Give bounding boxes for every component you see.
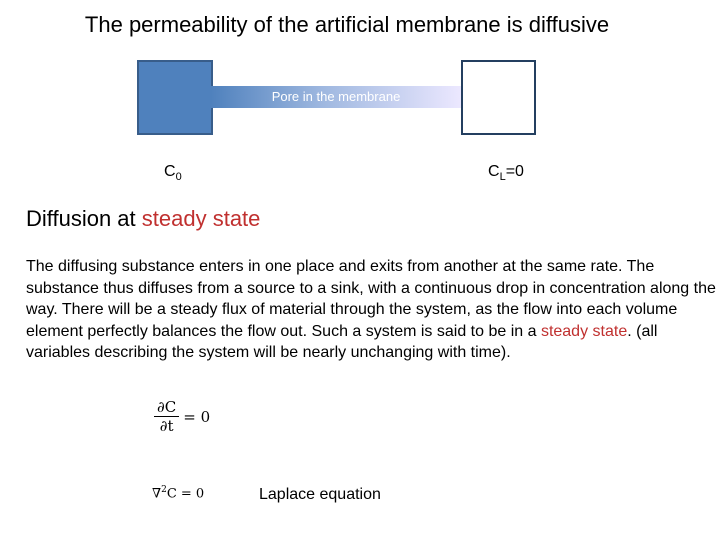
fraction-numerator: ∂C xyxy=(154,398,179,417)
source-compartment xyxy=(137,60,213,135)
equation-rhs: = 0 xyxy=(183,407,211,426)
body-text-part2: . (all variables describing the system will be nearly unchanging with time). xyxy=(26,322,658,361)
nabla-symbol: ∇ xyxy=(152,486,162,502)
section-heading xyxy=(26,206,260,232)
heading-highlight: steady state xyxy=(141,206,261,231)
sink-concentration-label xyxy=(488,163,524,183)
body-highlight: steady state xyxy=(540,322,628,340)
laplace-rest: C = 0 xyxy=(166,486,205,502)
body-text-part1: The diffusing substance enters in one place and exits from another at the same rate. The substance thus diffuses from a source to a sink, with a continuous drop in concentration along the way. There will be a steady flux of material through the system, as the flow into each volume element perfectly balances the flow out. Such a system is said to be in a xyxy=(26,258,716,340)
conc-base: C xyxy=(488,163,500,180)
fraction-denominator: ∂t xyxy=(159,417,174,435)
slide-title: The permeability of the artificial membrane is diffusive xyxy=(84,12,610,37)
laplace-equation xyxy=(152,485,204,501)
conc-subscript: 0 xyxy=(175,171,182,184)
membrane-pore: Pore in the membrane xyxy=(211,86,461,108)
laplace-label: Laplace equation xyxy=(259,486,381,503)
steady-state-equation xyxy=(154,398,210,435)
body-paragraph xyxy=(26,256,716,364)
conc-value: =0 xyxy=(505,163,524,180)
heading-prefix: Diffusion at xyxy=(26,206,142,231)
partial-derivative-fraction xyxy=(154,398,179,435)
nabla-exponent: 2 xyxy=(161,485,167,495)
conc-subscript: L xyxy=(499,171,506,184)
conc-base: C xyxy=(164,163,176,180)
source-concentration-label xyxy=(164,163,182,183)
sink-compartment xyxy=(461,60,536,135)
